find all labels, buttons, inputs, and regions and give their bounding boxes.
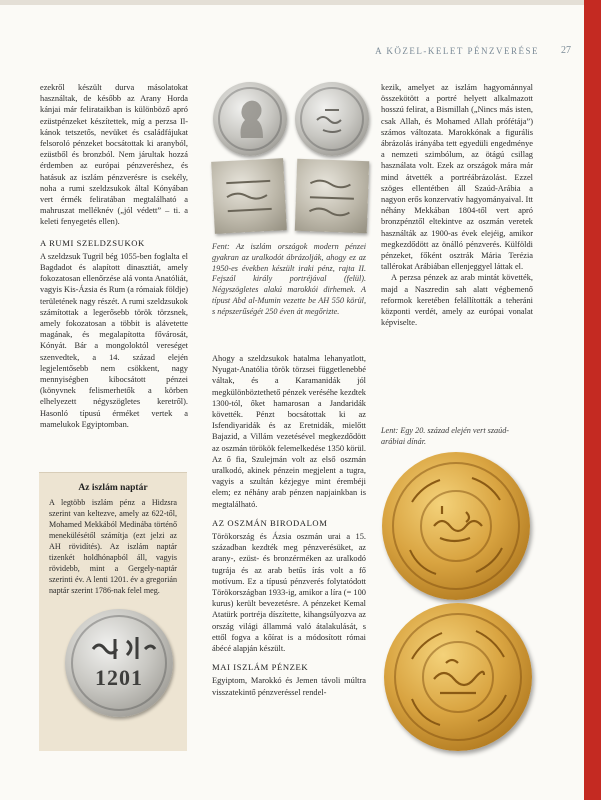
page-number: 27 — [561, 45, 571, 56]
caption-top-coins: Fent: Az iszlám országok modern pénzei gyakran az uralkodót ábrázolják, ahogy ez az 1950-es években készült iraki pénz, rajta II. Fejszál király portréjával (felül). Négyszögletes alakú marokkói dirhemek. A típust Abd al-Mumin vezette be AH 550 körül, s népszerűségét 250 éven át megőrizte. — [212, 242, 366, 316]
heading-rumi-szeldzsukok: A RUMI SZELDZSUKOK — [40, 237, 145, 248]
col3-paragraph-2: A perzsa pénzek az arab mintát követték, majd a Naszredin sah alatt végbemenő reformok keretében felállították a teheráni központi verdét, amely az európai vonalat képviselte. — [381, 273, 533, 328]
col3-paragraph-1: kezik, amelyet az iszlám hagyománnyal összekötött a portré helyett alkalmazott hosszú felirat, a Bismillah („Nincs más isten, csak Allah, és Mohamed Allah prófétája”) számos változata. Marokkónak a figurális ábrázolás irányába tett egyedüli engedménye a nemzeti szimbólum, az ötágú csillag használata volt. Ezek az országok mára már mind átvették a portréábrázolást. Ezzel szöges ellentétben áll Szaúd-Arábia a nagyon erős konzervatív hagyományaival. Itt néhány Mekkában 1804-től vert apró bronzpénztől eltekintve az oszmán veretek használták az 1900-as évek elejéig, amikor megkezdődött az önálló pénzverés. Külföldi pénzeket, főként osztrák Mária Terézia tallérokat Arábiában ellenjeggyel láttak el. — [381, 83, 533, 272]
dated-silver-coin-image — [65, 609, 173, 717]
top-edge — [0, 0, 601, 5]
coin-script-decoration — [65, 609, 173, 717]
square-coin-script — [211, 158, 287, 234]
sidebar-text: A legtöbb iszlám pénz a Hidzsra szerint van keltezve, amely az 622-től, Mohamed Mekkából Medinába történő menekülésétől számítja (ezt jelzi az AH rövidítés). Az iszlám naptár tizenkét holdhónapból áll, vagyis rövidebb, mint a Gergely-naptár szerinti év. A lenti 1201. év a gregorián naptár szerint 1786-nak felel meg. — [49, 498, 177, 595]
saudi-gold-dinar-image-1 — [382, 452, 530, 600]
col1-paragraph-1: ezekről készült durva másolatokat használtak, de később az Arany Horda kánjai már felirataikban is különböző apró ezüstpénzeket készítettek, míg a perzsa Il-kánok tetszetős, nevüket és családfájukat felsoroló pénzeket bocsátottak ki aranyból, ezüstből és bronzból. Nem járultak hozzá érdemben az európai pénzveréshez, és hatásuk az iszlám pénzverésre is csekély, noha a rumi szeldzsukok által Kónyában vert érmék feliratában megtalálható a mahruszat melléknév („jól védett” – ti. a keleti fenyegetés ellen). — [40, 83, 188, 227]
sidebar-islamic-calendar — [39, 472, 187, 751]
coin-date-text: 1201 — [95, 665, 143, 690]
heading-mai-iszlam-penzek: MAI ISZLÁM PÉNZEK — [212, 662, 309, 673]
caption-saudi-dinar: Lent: Egy 20. század elején vert szaúd-arábiai dínár. — [381, 426, 510, 446]
col2-paragraph-2: Törökország és Ázsia oszmán urai a 15. században kezdték meg pénzverésüket, az arany-, ezüst- és bronzérméken az uralkodó tugrája és az arab betűs írás volt a fő motívum. Ez a típusú pénzverés folytatódott Törökországban 1933-ig, amikor a líra (= 100 kurus) került bevezetésre. A pénzeket Kemal Atatürk portréja díszítette, kihangsúlyozva az ország világi állammá való átalakulását, s ettől fogva a kőírat is a módosított római ábécé alapján készült. — [212, 532, 366, 654]
saudi-gold-dinar-image-2 — [384, 603, 532, 751]
iraqi-coin-reverse-image — [295, 82, 369, 156]
col2-paragraph-1: Ahogy a szeldzsukok hatalma lehanyatlott, Nyugat-Anatólia török törzsei függetlenebbé váltak, és a Karamanidák jól megkülönböztethető pénzek veréséhe kezdtek 1300-tól, őket hamarosan a Jandaridák követték. Pénzt bocsátottak ki az Isfendiyaridák és az Eretnidák, mielőtt Bajazid, a Villám vezetésével megkezdődött az oszmán törökök felemelkedése 1350 körül. Az ő fia, Szulejmán volt az első oszmán uralkodó, akinek pénzein megjelent a tugra, vagyis a szultán kézjegye mint érembéji elem; ez néhány arab pénzen napjainkban is megtalálható. — [212, 354, 366, 509]
column-1 — [40, 82, 188, 430]
moroccan-square-dirhem-image-2 — [295, 159, 369, 233]
sidebar-title: Az iszlám naptár — [78, 483, 148, 493]
portrait-silhouette — [213, 82, 287, 156]
col2-paragraph-3: Egyiptom, Marokkó és Jemen távoli múltra visszatekintő pénzveréssel rendel- — [212, 676, 366, 697]
col1-paragraph-2: A szeldzsuk Tugril bég 1055-ben foglalta el Bagdadot és alapított dinasztiát, amely fokozatosan ellenőrzése alá vonta Anatóliát, vagyis Kis-Ázsia és Rum (a rómaiak földje) területének nagy részét. A rumi szeldzsukok számítottak a legerősebb török törzsnek, amely fokozatosan a többit is alávetette magának, és megalapította fővárosát, Kónyát. Bár a mongoloktól vereséget szenvedtek, a 14. század elején legjelentősebb nem csökkent, nagy mennyiségben kibocsátott pénzei (könyvnek felismerhetők a körben elhelyezett négyszögletes keretről). Hasonló típusú érméket vertek a mamelukok Egyiptomban. — [40, 251, 188, 429]
red-page-edge — [584, 0, 601, 800]
dinar-script-decoration — [382, 452, 530, 600]
moroccan-square-dirhem-image-1 — [211, 158, 287, 234]
column-3 — [381, 82, 533, 328]
iraqi-coin-portrait-image — [213, 82, 287, 156]
square-coin-script — [295, 159, 369, 233]
dinar-script-decoration — [384, 603, 532, 751]
running-title: A KÖZEL-KELET PÉNZVERÉSE — [375, 46, 539, 56]
heading-oszman-birodalom: AZ OSZMÁN BIRODALOM — [212, 517, 328, 528]
column-2 — [212, 353, 366, 698]
coin-script-decoration — [295, 82, 369, 156]
